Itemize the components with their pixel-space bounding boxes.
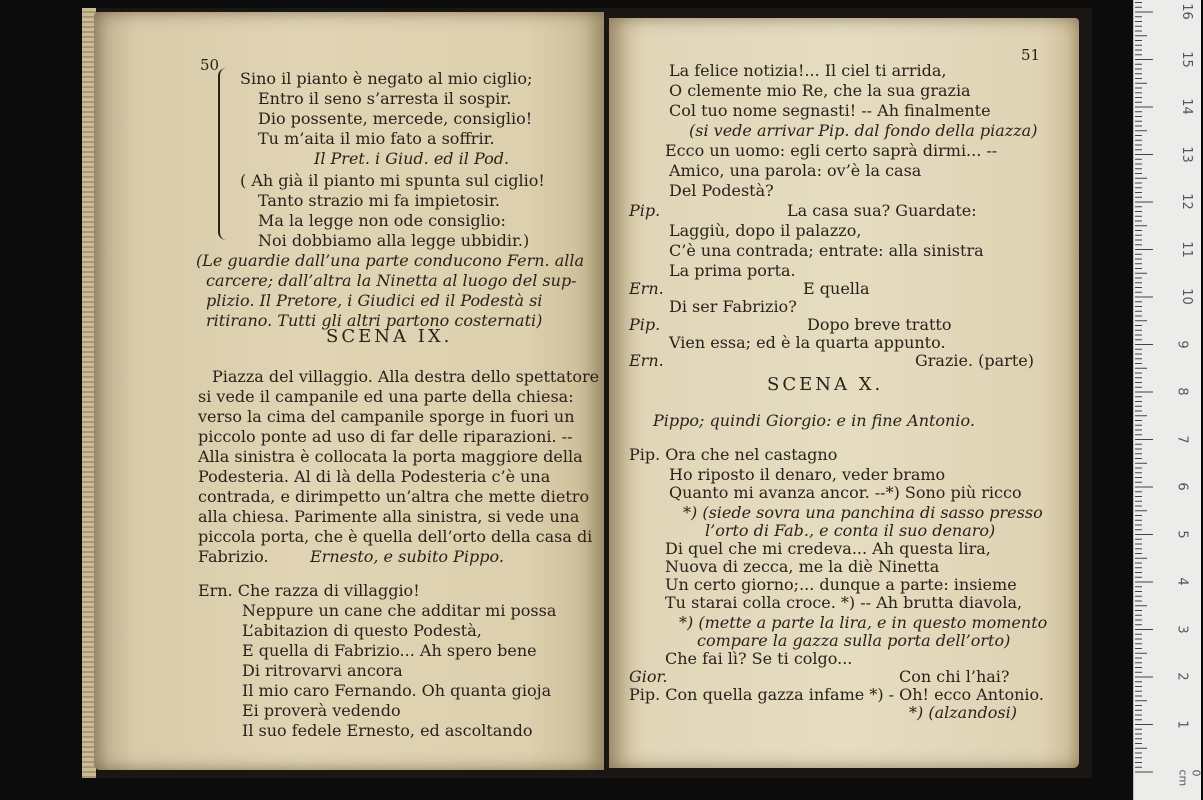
text-line: Dio possente, mercede, consiglio! (258, 109, 533, 128)
text-line: Entro il seno s’arresta il sospir. (258, 89, 512, 108)
text-line: Ho riposto il denaro, veder bramo (669, 465, 946, 484)
ruler-number: 10 (1178, 288, 1194, 305)
character-list: Pippo; quindi Giorgio: e in fine Antonio. (653, 411, 975, 430)
text-line: Alla sinistra è collocata la porta maggiore della (198, 447, 583, 466)
open-book (82, 8, 1092, 778)
ruler-number: 9 (1174, 339, 1190, 349)
ruler-number: 16 (1178, 3, 1194, 20)
text-line: piccolo ponte ad uso di far delle riparazioni. -- (198, 427, 573, 446)
text-line: Laggiù, dopo il palazzo, (669, 221, 862, 240)
scene-heading: SCENA IX. (326, 326, 453, 347)
text-line: Che fai lì? Se ti colgo... (665, 649, 853, 668)
ruler-ticks (1134, 0, 1201, 800)
text-line: Un certo giorno;... dunque a parte: insieme (665, 575, 1017, 594)
ruler-number: 12 (1178, 193, 1194, 210)
text-line: E quella (803, 279, 870, 298)
text-line: Il suo fedele Ernesto, ed ascoltando (242, 721, 533, 740)
page-number: 50 (200, 56, 220, 74)
text-line: C’è una contrada; entrate: alla sinistra (669, 241, 984, 260)
stage-direction: l’orto di Fab., e conta il suo denaro) (705, 521, 996, 540)
speaker-label: Gior. (629, 667, 668, 686)
text-line: Di ritrovarvi ancora (242, 661, 403, 680)
ruler-number: 14 (1178, 98, 1194, 115)
text-line: Del Podestà? (669, 181, 774, 200)
text-line: L’abitazion di questo Podestà, (242, 621, 482, 640)
speaker-label: Ern. (629, 351, 664, 370)
text-line: contrada, e dirimpetto un’altra che mette dietro (198, 487, 590, 506)
text-line: Col tuo nome segnasti! -- Ah finalmente (669, 101, 991, 120)
page-number: 51 (1021, 46, 1041, 64)
stage-direction: *) (mette a parte la lira, e in questo momento (679, 613, 1048, 632)
ruler-number: 15 (1178, 50, 1194, 68)
ruler-number: 6 (1174, 482, 1190, 491)
text-line: Il mio caro Fernando. Oh quanta gioja (242, 681, 552, 700)
text-line: Di quel che mi credeva... Ah questa lira, (665, 539, 991, 558)
ruler-number: 4 (1174, 577, 1190, 586)
text-line: La casa sua? Guardate: (787, 201, 977, 220)
speaker-label: Pip. (629, 201, 661, 220)
scene-heading: SCENA X. (767, 374, 884, 395)
text-line: Ecco un uomo: egli certo saprà dirmi... -- (665, 141, 998, 160)
text-line: ( Ah già il pianto mi spunta sul ciglio! (240, 171, 545, 190)
stage-direction: *) (siede sovra una panchina di sasso presso (683, 503, 1043, 522)
ruler-number: 1 (1174, 719, 1190, 729)
speaker-label: Pip. (629, 315, 661, 334)
text-line: alla chiesa. Parimente alla sinistra, si vede una (198, 507, 580, 526)
text-line: Pip. Con quella gazza infame *) - Oh! ecco Antonio. (629, 685, 1044, 704)
text-line: E quella di Fabrizio... Ah spero bene (242, 641, 537, 660)
text-line: Il Pret. i Giud. ed il Pod. (314, 149, 510, 168)
stage-direction: carcere; dall’altra la Ninetta al luogo del sup- (206, 271, 577, 290)
text-line: piccola porta, che è quella dell’orto della casa di (198, 527, 593, 546)
ruler-number: 3 (1174, 624, 1190, 634)
text-line: Ei proverà vedendo (242, 701, 401, 720)
text-line: verso la cima del campanile sporge in fuori un (198, 407, 575, 426)
text-line: La prima porta. (669, 261, 796, 280)
stage-direction: compare la gazza sulla porta dell’orto) (697, 631, 1011, 650)
text-line: Nuova di zecca, me la diè Ninetta (665, 557, 940, 576)
text-line: Podesteria. Al di là della Podesteria c’è una (198, 467, 551, 486)
stage-direction: (si vede arrivar Pip. dal fondo della piazza) (689, 121, 1038, 140)
brace (218, 68, 230, 240)
text-line: Tanto strazio mi fa impietosir. (258, 191, 500, 210)
ruler-number: 11 (1178, 240, 1194, 258)
text-line: Ma la legge non ode consiglio: (258, 211, 506, 230)
stage-direction: plizio. Il Pretore, i Giudici ed il Podestà si (206, 291, 543, 310)
character-list: Ernesto, e subito Pippo. (310, 547, 504, 566)
text-line: Noi dobbiamo alla legge ubbidir.) (258, 231, 530, 250)
ruler-number: 5 (1174, 529, 1190, 539)
measuring-ruler (1133, 0, 1201, 800)
right-page (609, 18, 1079, 768)
stage-direction: ritirano. Tutti gli altri partono costernati) (206, 311, 543, 330)
text-line: O clemente mio Re, che la sua grazia (669, 81, 971, 100)
stage-direction: *) (alzandosi) (909, 703, 1017, 722)
text-line: Quanto mi avanza ancor. --*) Sono più ricco (669, 483, 1022, 502)
left-page (94, 12, 604, 770)
stage-direction: (Le guardie dall’una parte conducono Fern. alla (196, 251, 585, 270)
text-line: Sino il pianto è negato al mio ciglio; (240, 69, 533, 88)
text-line: Tu m’aita il mio fato a soffrir. (258, 129, 495, 148)
ruler-number: 7 (1174, 434, 1190, 444)
text-line: Neppure un cane che additar mi possa (242, 601, 557, 620)
text-line: Grazie. (parte) (915, 351, 1034, 370)
text-line: Di ser Fabrizio? (669, 297, 797, 316)
ruler-number: 2 (1174, 672, 1190, 681)
speaker-label: Ern. (629, 279, 664, 298)
text-line: Pip. Ora che nel castagno (629, 445, 838, 464)
text-line: Con chi l’hai? (899, 667, 1010, 686)
ruler-number: 13 (1178, 145, 1194, 163)
text-line: Ern. Che razza di villaggio! (198, 581, 420, 600)
text-line: Piazza del villaggio. Alla destra dello spettatore (212, 367, 600, 386)
ruler-number: 8 (1174, 387, 1190, 396)
text-line: Vien essa; ed è la quarta appunto. (669, 333, 946, 352)
ruler-unit-label: 0 cm (1176, 769, 1203, 787)
text-line: La felice notizia!... Il ciel ti arrida, (669, 61, 947, 80)
text-line: Dopo breve tratto (807, 315, 952, 334)
text-line: Amico, una parola: ov’è la casa (669, 161, 922, 180)
text-line: si vede il campanile ed una parte della chiesa: (198, 387, 574, 406)
text-line: Fabrizio. (198, 547, 269, 566)
text-line: Tu starai colla croce. *) -- Ah brutta diavola, (665, 593, 1023, 612)
